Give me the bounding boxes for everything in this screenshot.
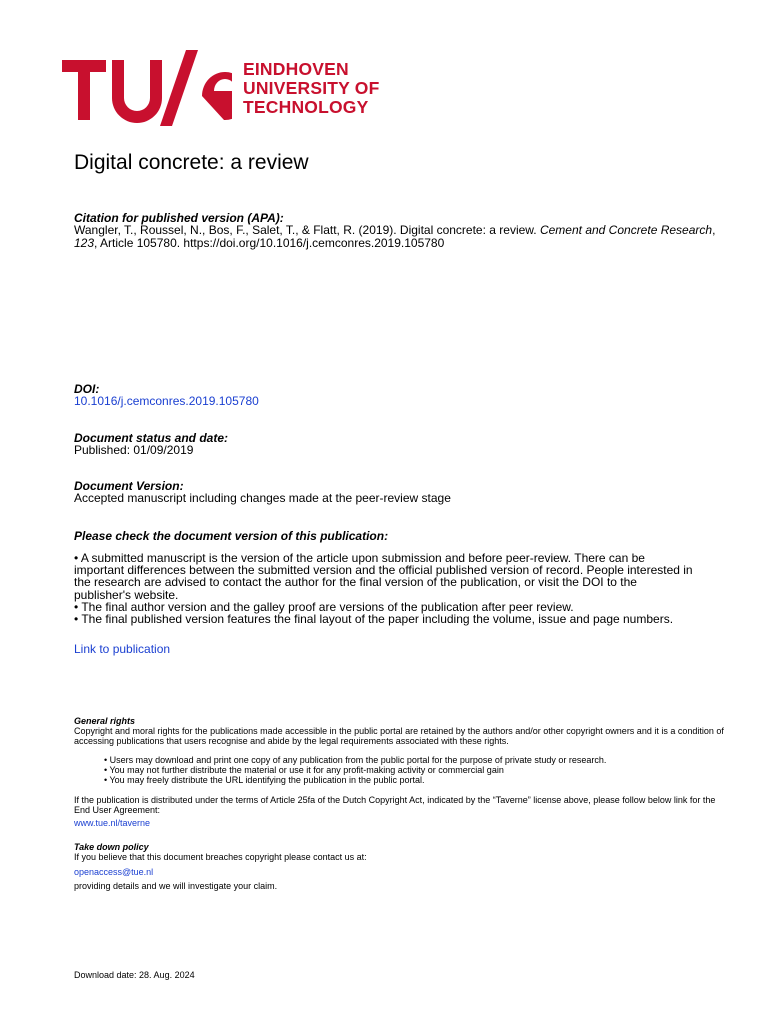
rights-item: • You may not further distribute the material or use it for any profit-making activity or commercial gain [104,765,504,775]
taverne-text: If the publication is distributed under the terms of Article 25fa of the Dutch Copyright Act, indicated by the “Taverne” license above, please follow below link for the End User Agreement: [74,795,716,815]
university-name [243,60,379,117]
citation-authors: Wangler, T., Roussel, N., Bos, F., Salet, T., & Flatt, R. (2019). Digital concrete: a review. [74,223,540,237]
status-value: Published: 01/09/2019 [74,443,194,457]
page-title: Digital concrete: a review [74,151,309,174]
citation-sep: , [712,223,716,237]
doi-link[interactable]: 10.1016/j.cemconres.2019.105780 [74,394,259,408]
tue-logo-icon [62,50,232,126]
version-notes [74,552,694,625]
version-label: Document Version: [74,479,184,493]
rights-list [104,755,724,785]
citation-text [74,224,724,249]
version-value: Accepted manuscript including changes made at the peer-review stage [74,491,451,505]
status-label: Document status and date: [74,431,229,445]
note-author-version: • The final author version and the galley proof are versions of the publication after peer review. [74,599,574,614]
taverne-link[interactable]: www.tue.nl/taverne [74,818,151,828]
logo-line-3: TECHNOLOGY [243,97,369,117]
citation-rest: , Article 105780. https://doi.org/10.1016/j.cemconres.2019.105780 [94,235,445,250]
citation-journal: Cement and Concrete Research [539,223,713,237]
note-published-version: • The final published version features the final layout of the paper including the volume, issue and page numbers. [74,612,674,627]
download-date: Download date: 28. Aug. 2024 [74,970,195,980]
rights-text: Copyright and moral rights for the publications made accessible in the public portal are retained by the authors and/or other copyright owners and it is a condition of accessing publications that users recognise and abide by the legal requirements associated with these rights. [74,726,724,746]
rights-label: General rights [74,716,136,726]
citation-label: Citation for published version (APA): [74,211,284,225]
takedown-after: providing details and we will investigate your claim. [74,881,278,891]
email-link[interactable]: openaccess@tue.nl [74,867,154,877]
rights-item: • You may freely distribute the URL identifying the publication in the public portal. [104,775,425,785]
logo-line-1: EINDHOVEN [243,59,349,79]
rights-item: • Users may download and print one copy of any publication from the public portal for the purpose of private study or research. [104,755,607,765]
check-label: Please check the document version of this publication: [74,529,389,543]
publication-link[interactable]: Link to publication [74,642,171,656]
takedown-label: Take down policy [74,842,149,852]
note-submitted: • A submitted manuscript is the version of the article upon submission and before peer-review. There can be important differences between the submitted version and the official published version of record. People interested in the research are advised to contact the author for the final version of the publication, or visit the DOI to the publisher's website. [74,551,693,602]
takedown-text: If you believe that this document breaches copyright please contact us at: [74,852,367,862]
logo-line-2: UNIVERSITY OF [243,78,380,98]
doi-label: DOI: [74,382,100,396]
citation-volume: 123 [74,235,95,250]
